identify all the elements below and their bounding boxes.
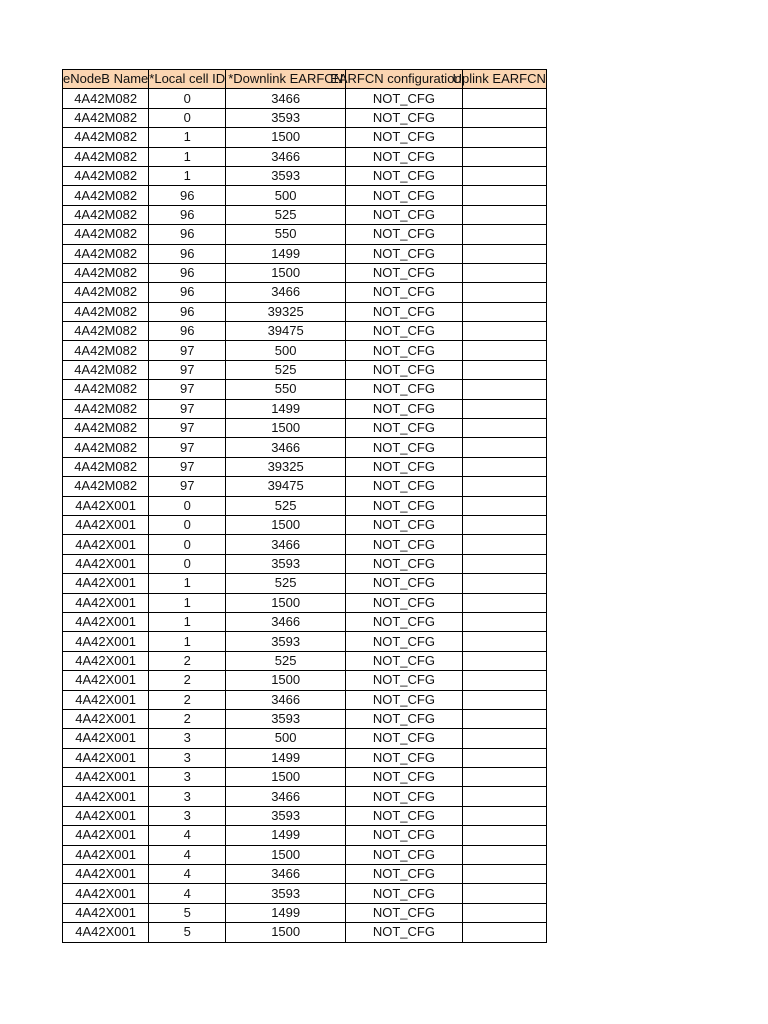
table-row: [63, 806, 547, 825]
cell-earfcn-configuration[interactable]: NOT_CFG: [346, 671, 463, 690]
cell-uplink-earfcn[interactable]: [462, 923, 546, 942]
cell-enodeb-name[interactable]: 4A42X001: [63, 768, 149, 787]
cell-uplink-earfcn[interactable]: [462, 89, 546, 108]
cell-uplink-earfcn[interactable]: [462, 612, 546, 631]
cell-local-cell-id[interactable]: 97: [149, 360, 226, 379]
table-row: [63, 729, 547, 748]
cell-uplink-earfcn[interactable]: [462, 845, 546, 864]
cell-local-cell-id[interactable]: 0: [149, 554, 226, 573]
cell-downlink-earfcn[interactable]: 1499: [226, 244, 346, 263]
table-row: [63, 244, 547, 263]
header-enodeb-name[interactable]: eNodeB Name: [63, 70, 149, 89]
cell-enodeb-name[interactable]: 4A42X001: [63, 845, 149, 864]
cell-earfcn-configuration[interactable]: NOT_CFG: [346, 419, 463, 438]
cell-local-cell-id[interactable]: 96: [149, 225, 226, 244]
cell-uplink-earfcn[interactable]: [462, 690, 546, 709]
table-row: [63, 865, 547, 884]
cell-local-cell-id[interactable]: 0: [149, 108, 226, 127]
cell-enodeb-name[interactable]: 4A42M082: [63, 283, 149, 302]
cell-local-cell-id[interactable]: 96: [149, 283, 226, 302]
cell-enodeb-name[interactable]: 4A42M082: [63, 438, 149, 457]
cell-enodeb-name[interactable]: 4A42M082: [63, 205, 149, 224]
cell-uplink-earfcn[interactable]: [462, 865, 546, 884]
cell-local-cell-id[interactable]: 1: [149, 166, 226, 185]
cell-local-cell-id[interactable]: 2: [149, 651, 226, 670]
cell-local-cell-id[interactable]: 96: [149, 244, 226, 263]
cell-enodeb-name[interactable]: 4A42X001: [63, 884, 149, 903]
cell-downlink-earfcn[interactable]: 550: [226, 380, 346, 399]
cell-enodeb-name[interactable]: 4A42M082: [63, 399, 149, 418]
cell-enodeb-name[interactable]: 4A42M082: [63, 89, 149, 108]
cell-local-cell-id[interactable]: 96: [149, 263, 226, 282]
cell-uplink-earfcn[interactable]: [462, 322, 546, 341]
cell-uplink-earfcn[interactable]: [462, 768, 546, 787]
cell-enodeb-name[interactable]: 4A42X001: [63, 593, 149, 612]
cell-earfcn-configuration[interactable]: NOT_CFG: [346, 826, 463, 845]
table-row: [63, 535, 547, 554]
table-row: [63, 496, 547, 515]
cell-earfcn-configuration[interactable]: NOT_CFG: [346, 263, 463, 282]
table-row: [63, 302, 547, 321]
cell-enodeb-name[interactable]: 4A42X001: [63, 826, 149, 845]
cell-uplink-earfcn[interactable]: [462, 826, 546, 845]
cell-local-cell-id[interactable]: 1: [149, 574, 226, 593]
table-row: [63, 632, 547, 651]
cell-uplink-earfcn[interactable]: [462, 651, 546, 670]
table-row: [63, 845, 547, 864]
cell-downlink-earfcn[interactable]: 525: [226, 651, 346, 670]
cell-uplink-earfcn[interactable]: [462, 302, 546, 321]
table-row: [63, 108, 547, 127]
table-row: [63, 360, 547, 379]
cell-enodeb-name[interactable]: 4A42X001: [63, 806, 149, 825]
cell-downlink-earfcn[interactable]: 500: [226, 729, 346, 748]
cell-uplink-earfcn[interactable]: [462, 341, 546, 360]
table-row: [63, 380, 547, 399]
table-row: [63, 515, 547, 534]
table-row: [63, 147, 547, 166]
cell-earfcn-configuration[interactable]: NOT_CFG: [346, 496, 463, 515]
cell-uplink-earfcn[interactable]: [462, 108, 546, 127]
table-row: [63, 186, 547, 205]
cell-uplink-earfcn[interactable]: [462, 380, 546, 399]
cell-downlink-earfcn[interactable]: 3466: [226, 89, 346, 108]
table-row: [63, 457, 547, 476]
cell-uplink-earfcn[interactable]: [462, 147, 546, 166]
cell-downlink-earfcn[interactable]: 1499: [226, 826, 346, 845]
cell-uplink-earfcn[interactable]: [462, 477, 546, 496]
cell-downlink-earfcn[interactable]: 39325: [226, 302, 346, 321]
cell-downlink-earfcn[interactable]: 3466: [226, 787, 346, 806]
cell-enodeb-name[interactable]: 4A42X001: [63, 496, 149, 515]
header-uplink-earfcn[interactable]: Uplink EARFCN: [462, 70, 546, 89]
table-row: [63, 612, 547, 631]
cell-earfcn-configuration[interactable]: NOT_CFG: [346, 612, 463, 631]
cell-earfcn-configuration[interactable]: NOT_CFG: [346, 554, 463, 573]
cell-enodeb-name[interactable]: 4A42X001: [63, 554, 149, 573]
cell-downlink-earfcn[interactable]: 3593: [226, 108, 346, 127]
cell-downlink-earfcn[interactable]: 525: [226, 205, 346, 224]
cell-uplink-earfcn[interactable]: [462, 225, 546, 244]
cell-earfcn-configuration[interactable]: NOT_CFG: [346, 438, 463, 457]
table-row: [63, 263, 547, 282]
cell-enodeb-name[interactable]: 4A42X001: [63, 690, 149, 709]
cell-local-cell-id[interactable]: 0: [149, 89, 226, 108]
cell-enodeb-name[interactable]: 4A42M082: [63, 147, 149, 166]
cell-downlink-earfcn[interactable]: 39475: [226, 322, 346, 341]
cell-enodeb-name[interactable]: 4A42M082: [63, 225, 149, 244]
cell-downlink-earfcn[interactable]: 500: [226, 341, 346, 360]
cell-downlink-earfcn[interactable]: 1499: [226, 903, 346, 922]
cell-uplink-earfcn[interactable]: [462, 263, 546, 282]
cell-enodeb-name[interactable]: 4A42M082: [63, 108, 149, 127]
table-row: [63, 651, 547, 670]
cell-earfcn-configuration[interactable]: NOT_CFG: [346, 535, 463, 554]
cell-downlink-earfcn[interactable]: 3466: [226, 283, 346, 302]
cell-downlink-earfcn[interactable]: 500: [226, 186, 346, 205]
cell-earfcn-configuration[interactable]: NOT_CFG: [346, 477, 463, 496]
cell-local-cell-id[interactable]: 97: [149, 438, 226, 457]
cell-enodeb-name[interactable]: 4A42M082: [63, 322, 149, 341]
cell-uplink-earfcn[interactable]: [462, 593, 546, 612]
table-row: [63, 748, 547, 767]
table-row: [63, 671, 547, 690]
table-row: [63, 399, 547, 418]
table-row: [63, 341, 547, 360]
cell-earfcn-configuration[interactable]: NOT_CFG: [346, 399, 463, 418]
cell-uplink-earfcn[interactable]: [462, 186, 546, 205]
table-row: [63, 89, 547, 108]
cell-local-cell-id[interactable]: 5: [149, 923, 226, 942]
cell-earfcn-configuration[interactable]: NOT_CFG: [346, 341, 463, 360]
cell-local-cell-id[interactable]: 0: [149, 496, 226, 515]
cell-enodeb-name[interactable]: 4A42M082: [63, 457, 149, 476]
cell-uplink-earfcn[interactable]: [462, 128, 546, 147]
cell-earfcn-configuration[interactable]: NOT_CFG: [346, 748, 463, 767]
cell-earfcn-configuration[interactable]: NOT_CFG: [346, 632, 463, 651]
table-row: [63, 923, 547, 942]
cell-downlink-earfcn[interactable]: 3466: [226, 147, 346, 166]
cell-local-cell-id[interactable]: 2: [149, 690, 226, 709]
cell-downlink-earfcn[interactable]: 1499: [226, 748, 346, 767]
cell-earfcn-configuration[interactable]: NOT_CFG: [346, 457, 463, 476]
table-row: [63, 593, 547, 612]
cell-earfcn-configuration[interactable]: NOT_CFG: [346, 89, 463, 108]
cell-local-cell-id[interactable]: 3: [149, 748, 226, 767]
cell-local-cell-id[interactable]: 5: [149, 903, 226, 922]
cell-uplink-earfcn[interactable]: [462, 709, 546, 728]
cell-enodeb-name[interactable]: 4A42M082: [63, 244, 149, 263]
cell-uplink-earfcn[interactable]: [462, 166, 546, 185]
cell-earfcn-configuration[interactable]: NOT_CFG: [346, 244, 463, 263]
cell-local-cell-id[interactable]: 3: [149, 787, 226, 806]
cell-local-cell-id[interactable]: 1: [149, 147, 226, 166]
cell-earfcn-configuration[interactable]: NOT_CFG: [346, 845, 463, 864]
cell-earfcn-configuration[interactable]: NOT_CFG: [346, 360, 463, 379]
header-downlink-earfcn[interactable]: *Downlink EARFCN: [226, 70, 346, 89]
cell-local-cell-id[interactable]: 2: [149, 709, 226, 728]
cell-local-cell-id[interactable]: 97: [149, 477, 226, 496]
table-body: [63, 89, 547, 942]
cell-earfcn-configuration[interactable]: NOT_CFG: [346, 166, 463, 185]
table-row: [63, 787, 547, 806]
table-row: [63, 554, 547, 573]
cell-uplink-earfcn[interactable]: [462, 399, 546, 418]
cell-enodeb-name[interactable]: 4A42X001: [63, 671, 149, 690]
cell-earfcn-configuration[interactable]: NOT_CFG: [346, 205, 463, 224]
cell-earfcn-configuration[interactable]: NOT_CFG: [346, 147, 463, 166]
cell-downlink-earfcn[interactable]: 39325: [226, 457, 346, 476]
cell-earfcn-configuration[interactable]: NOT_CFG: [346, 593, 463, 612]
cell-uplink-earfcn[interactable]: [462, 360, 546, 379]
cell-local-cell-id[interactable]: 1: [149, 632, 226, 651]
cell-downlink-earfcn[interactable]: 3466: [226, 535, 346, 554]
cell-enodeb-name[interactable]: 4A42X001: [63, 612, 149, 631]
cell-enodeb-name[interactable]: 4A42X001: [63, 515, 149, 534]
cell-downlink-earfcn[interactable]: 1500: [226, 923, 346, 942]
cell-uplink-earfcn[interactable]: [462, 283, 546, 302]
cell-earfcn-configuration[interactable]: NOT_CFG: [346, 225, 463, 244]
cell-uplink-earfcn[interactable]: [462, 748, 546, 767]
cell-enodeb-name[interactable]: 4A42X001: [63, 729, 149, 748]
cell-downlink-earfcn[interactable]: 1500: [226, 515, 346, 534]
cell-uplink-earfcn[interactable]: [462, 438, 546, 457]
cell-downlink-earfcn[interactable]: 1500: [226, 768, 346, 787]
earfcn-table: [62, 69, 547, 943]
cell-local-cell-id[interactable]: 4: [149, 884, 226, 903]
cell-enodeb-name[interactable]: 4A42M082: [63, 128, 149, 147]
cell-local-cell-id[interactable]: 96: [149, 205, 226, 224]
cell-downlink-earfcn[interactable]: 3466: [226, 865, 346, 884]
table-row: [63, 709, 547, 728]
cell-local-cell-id[interactable]: 97: [149, 380, 226, 399]
cell-downlink-earfcn[interactable]: 3593: [226, 554, 346, 573]
cell-enodeb-name[interactable]: 4A42M082: [63, 263, 149, 282]
table-row: [63, 322, 547, 341]
header-earfcn-configuration[interactable]: EARFCN configuration: [346, 70, 463, 89]
table-header: [63, 70, 547, 89]
cell-earfcn-configuration[interactable]: NOT_CFG: [346, 787, 463, 806]
cell-local-cell-id[interactable]: 96: [149, 302, 226, 321]
cell-enodeb-name[interactable]: 4A42M082: [63, 341, 149, 360]
cell-enodeb-name[interactable]: 4A42M082: [63, 380, 149, 399]
cell-enodeb-name[interactable]: 4A42X001: [63, 651, 149, 670]
cell-uplink-earfcn[interactable]: [462, 671, 546, 690]
cell-local-cell-id[interactable]: 96: [149, 322, 226, 341]
cell-earfcn-configuration[interactable]: NOT_CFG: [346, 903, 463, 922]
cell-downlink-earfcn[interactable]: 3466: [226, 612, 346, 631]
cell-uplink-earfcn[interactable]: [462, 574, 546, 593]
cell-enodeb-name[interactable]: 4A42X001: [63, 865, 149, 884]
cell-downlink-earfcn[interactable]: 525: [226, 496, 346, 515]
cell-local-cell-id[interactable]: 2: [149, 671, 226, 690]
cell-enodeb-name[interactable]: 4A42X001: [63, 632, 149, 651]
cell-earfcn-configuration[interactable]: NOT_CFG: [346, 322, 463, 341]
cell-downlink-earfcn[interactable]: 1500: [226, 593, 346, 612]
cell-downlink-earfcn[interactable]: 3466: [226, 690, 346, 709]
cell-local-cell-id[interactable]: 96: [149, 186, 226, 205]
cell-local-cell-id[interactable]: 97: [149, 399, 226, 418]
cell-downlink-earfcn[interactable]: 525: [226, 360, 346, 379]
cell-local-cell-id[interactable]: 0: [149, 515, 226, 534]
table-row: [63, 283, 547, 302]
cell-earfcn-configuration[interactable]: NOT_CFG: [346, 806, 463, 825]
cell-local-cell-id[interactable]: 0: [149, 535, 226, 554]
cell-earfcn-configuration[interactable]: NOT_CFG: [346, 515, 463, 534]
cell-earfcn-configuration[interactable]: NOT_CFG: [346, 729, 463, 748]
table-row: [63, 128, 547, 147]
cell-earfcn-configuration[interactable]: NOT_CFG: [346, 108, 463, 127]
cell-uplink-earfcn[interactable]: [462, 806, 546, 825]
cell-local-cell-id[interactable]: 3: [149, 729, 226, 748]
cell-downlink-earfcn[interactable]: 550: [226, 225, 346, 244]
table-row: [63, 903, 547, 922]
cell-earfcn-configuration[interactable]: NOT_CFG: [346, 651, 463, 670]
cell-uplink-earfcn[interactable]: [462, 632, 546, 651]
cell-downlink-earfcn[interactable]: 3593: [226, 166, 346, 185]
cell-enodeb-name[interactable]: 4A42M082: [63, 166, 149, 185]
cell-enodeb-name[interactable]: 4A42X001: [63, 535, 149, 554]
cell-earfcn-configuration[interactable]: NOT_CFG: [346, 283, 463, 302]
cell-downlink-earfcn[interactable]: 1500: [226, 263, 346, 282]
cell-uplink-earfcn[interactable]: [462, 496, 546, 515]
cell-local-cell-id[interactable]: 4: [149, 826, 226, 845]
cell-downlink-earfcn[interactable]: 1500: [226, 419, 346, 438]
table-row: [63, 574, 547, 593]
cell-local-cell-id[interactable]: 97: [149, 457, 226, 476]
cell-enodeb-name[interactable]: 4A42M082: [63, 419, 149, 438]
cell-earfcn-configuration[interactable]: NOT_CFG: [346, 574, 463, 593]
cell-local-cell-id[interactable]: 1: [149, 593, 226, 612]
table-row: [63, 884, 547, 903]
cell-earfcn-configuration[interactable]: NOT_CFG: [346, 865, 463, 884]
table-row: [63, 225, 547, 244]
table-row: [63, 690, 547, 709]
cell-uplink-earfcn[interactable]: [462, 457, 546, 476]
cell-downlink-earfcn[interactable]: 3466: [226, 438, 346, 457]
header-row: [63, 70, 547, 89]
cell-uplink-earfcn[interactable]: [462, 419, 546, 438]
table-row: [63, 438, 547, 457]
cell-enodeb-name[interactable]: 4A42X001: [63, 709, 149, 728]
cell-local-cell-id[interactable]: 97: [149, 419, 226, 438]
cell-uplink-earfcn[interactable]: [462, 515, 546, 534]
cell-earfcn-configuration[interactable]: NOT_CFG: [346, 690, 463, 709]
table-row: [63, 205, 547, 224]
cell-downlink-earfcn[interactable]: 1499: [226, 399, 346, 418]
cell-uplink-earfcn[interactable]: [462, 535, 546, 554]
table-row: [63, 166, 547, 185]
cell-enodeb-name[interactable]: 4A42M082: [63, 302, 149, 321]
cell-local-cell-id[interactable]: 3: [149, 768, 226, 787]
cell-downlink-earfcn[interactable]: 39475: [226, 477, 346, 496]
cell-earfcn-configuration[interactable]: NOT_CFG: [346, 923, 463, 942]
cell-enodeb-name[interactable]: 4A42X001: [63, 748, 149, 767]
cell-enodeb-name[interactable]: 4A42X001: [63, 787, 149, 806]
cell-local-cell-id[interactable]: 1: [149, 128, 226, 147]
cell-earfcn-configuration[interactable]: NOT_CFG: [346, 884, 463, 903]
table-row: [63, 768, 547, 787]
cell-downlink-earfcn[interactable]: 3593: [226, 632, 346, 651]
cell-downlink-earfcn[interactable]: 3593: [226, 884, 346, 903]
table-row: [63, 419, 547, 438]
cell-enodeb-name[interactable]: 4A42X001: [63, 903, 149, 922]
cell-downlink-earfcn[interactable]: 1500: [226, 845, 346, 864]
cell-enodeb-name[interactable]: 4A42M082: [63, 477, 149, 496]
table-row: [63, 826, 547, 845]
cell-earfcn-configuration[interactable]: NOT_CFG: [346, 380, 463, 399]
cell-earfcn-configuration[interactable]: NOT_CFG: [346, 186, 463, 205]
cell-uplink-earfcn[interactable]: [462, 787, 546, 806]
cell-earfcn-configuration[interactable]: NOT_CFG: [346, 302, 463, 321]
cell-earfcn-configuration[interactable]: NOT_CFG: [346, 128, 463, 147]
cell-local-cell-id[interactable]: 97: [149, 341, 226, 360]
table-row: [63, 477, 547, 496]
cell-downlink-earfcn[interactable]: 1500: [226, 128, 346, 147]
cell-earfcn-configuration[interactable]: NOT_CFG: [346, 768, 463, 787]
cell-enodeb-name[interactable]: 4A42M082: [63, 186, 149, 205]
cell-local-cell-id[interactable]: 4: [149, 845, 226, 864]
cell-uplink-earfcn[interactable]: [462, 884, 546, 903]
cell-enodeb-name[interactable]: 4A42X001: [63, 923, 149, 942]
cell-enodeb-name[interactable]: 4A42M082: [63, 360, 149, 379]
cell-uplink-earfcn[interactable]: [462, 903, 546, 922]
cell-local-cell-id[interactable]: 4: [149, 865, 226, 884]
cell-uplink-earfcn[interactable]: [462, 244, 546, 263]
cell-downlink-earfcn[interactable]: 525: [226, 574, 346, 593]
cell-enodeb-name[interactable]: 4A42X001: [63, 574, 149, 593]
cell-local-cell-id[interactable]: 3: [149, 806, 226, 825]
cell-uplink-earfcn[interactable]: [462, 554, 546, 573]
cell-earfcn-configuration[interactable]: NOT_CFG: [346, 709, 463, 728]
cell-uplink-earfcn[interactable]: [462, 729, 546, 748]
cell-downlink-earfcn[interactable]: 1500: [226, 671, 346, 690]
cell-uplink-earfcn[interactable]: [462, 205, 546, 224]
header-local-cell-id[interactable]: *Local cell ID: [149, 70, 226, 89]
cell-downlink-earfcn[interactable]: 3593: [226, 709, 346, 728]
cell-local-cell-id[interactable]: 1: [149, 612, 226, 631]
cell-downlink-earfcn[interactable]: 3593: [226, 806, 346, 825]
